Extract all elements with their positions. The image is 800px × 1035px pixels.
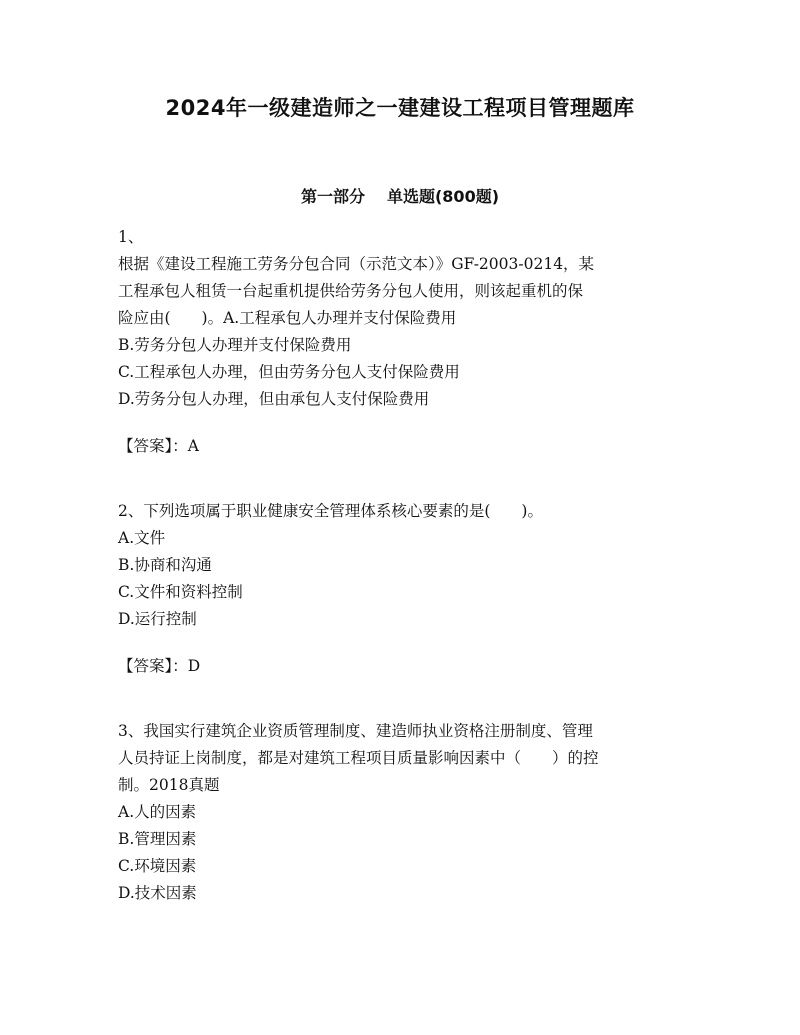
- spacer: [118, 680, 688, 718]
- option-b: B.管理因素: [118, 830, 197, 848]
- question-stem-line: 人员持证上岗制度，都是对建筑工程项目质量影响因素中（ ）的控: [118, 749, 599, 767]
- document-title: 2024年一级建造师之一建建设工程项目管理题库: [165, 96, 635, 120]
- question-list: [118, 224, 688, 907]
- option-b: B.协商和沟通: [118, 556, 212, 574]
- question-1: [118, 224, 688, 460]
- section-name: 单选题(800题): [386, 187, 500, 206]
- question-stem-line: 险应由( )。A.工程承包人办理并支付保险费用: [118, 309, 457, 327]
- section-part: 第一部分: [300, 187, 365, 206]
- section-heading: [0, 184, 800, 207]
- question-stem-line: 2、下列选项属于职业健康安全管理体系核心要素的是( )。: [118, 502, 543, 520]
- option-d: D.技术因素: [118, 884, 197, 902]
- question-2: [118, 498, 688, 680]
- answer-label: 【答案】：A: [118, 437, 199, 455]
- option-b: B.劳务分包人办理并支付保险费用: [118, 336, 352, 354]
- option-a: A.人的因素: [118, 803, 197, 821]
- option-c: C.工程承包人办理，但由劳务分包人支付保险费用: [118, 363, 460, 381]
- option-c: C.环境因素: [118, 857, 197, 875]
- spacer: [118, 460, 688, 498]
- question-3: [118, 718, 688, 907]
- question-stem-line: 3、我国实行建筑企业资质管理制度、建造师执业资格注册制度、管理: [118, 722, 593, 740]
- answer-label: 【答案】：D: [118, 657, 201, 675]
- question-stem-line: 制。2018真题: [118, 776, 220, 794]
- option-a: A.文件: [118, 529, 166, 547]
- question-stem-line: 根据《建设工程施工劳务分包合同（示范文本）》GF-2003-0214，某: [118, 255, 595, 273]
- question-stem-line: 工程承包人租赁一台起重机提供给劳务分包人使用，则该起重机的保: [118, 282, 584, 300]
- question-number: 1、: [118, 228, 144, 246]
- option-d: D.运行控制: [118, 610, 197, 628]
- option-c: C.文件和资料控制: [118, 583, 243, 601]
- option-d: D.劳务分包人办理，但由承包人支付保险费用: [118, 390, 430, 408]
